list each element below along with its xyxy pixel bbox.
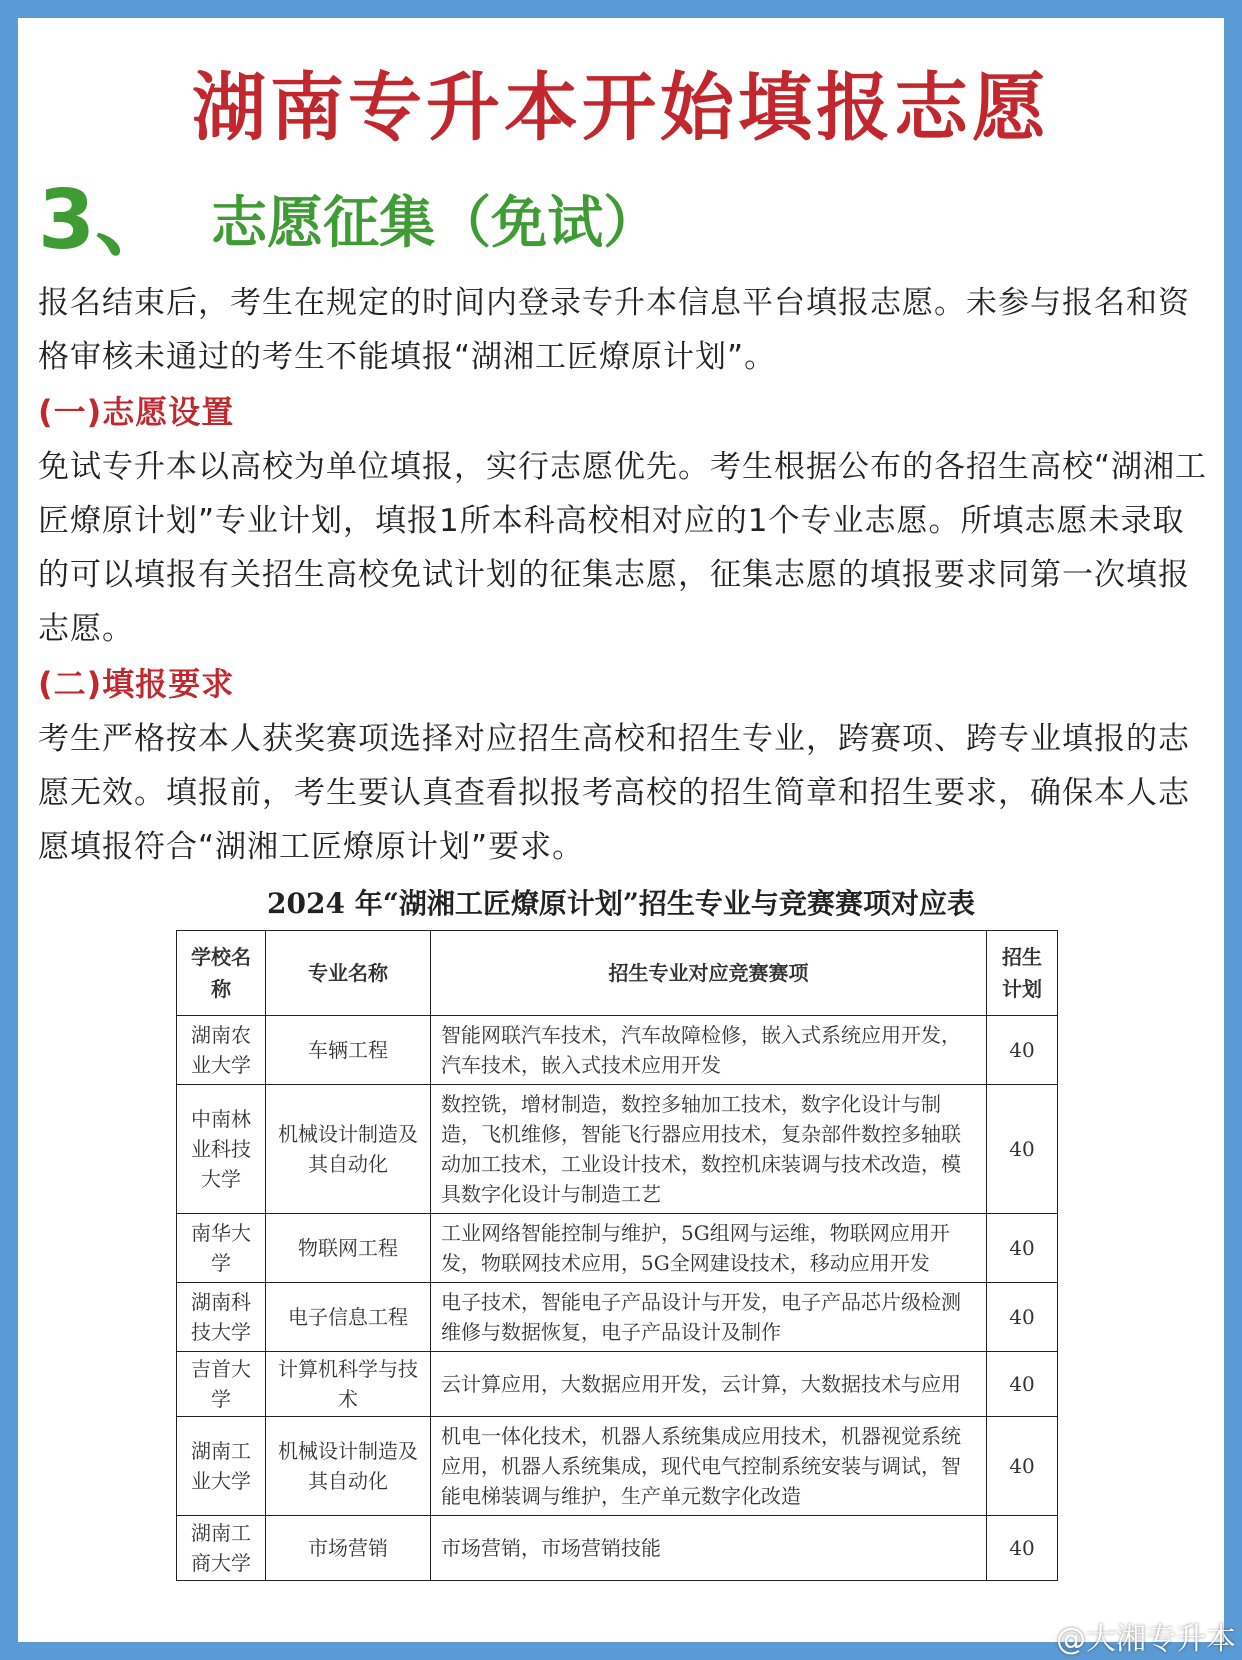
subheading-volunteer-setting: (一)志愿设置 [38,393,235,431]
cell-major: 计算机科学与技术 [266,1352,431,1417]
cell-major: 机械设计制造及其自动化 [266,1417,431,1516]
cell-plan: 40 [987,1283,1058,1352]
cell-school: 湖南农业大学 [177,1016,266,1085]
cell-major: 电子信息工程 [266,1283,431,1352]
watermark: @大湘专升本 [1056,1622,1236,1657]
cell-plan: 40 [987,1085,1058,1214]
cell-major: 机械设计制造及其自动化 [266,1085,431,1214]
cell-plan: 40 [987,1016,1058,1085]
filling-requirements-paragraph: 考生严格按本人获奖赛项选择对应招生高校和招生专业，跨赛项、跨专业填报的志愿无效。填报前，考生要认真查看拟报考高校的招生简章和招生要求，确保本人志愿填报符合“湖湘工匠燎原计划”要求。 [38,721,1190,865]
section-heading [38,173,660,286]
cell-major: 物联网工程 [266,1214,431,1283]
cell-school: 湖南科技大学 [177,1283,266,1352]
cell-school: 湖南工商大学 [177,1516,266,1581]
header-plan: 招生计划 [987,931,1058,1016]
table-row [177,1283,1058,1352]
table-row [177,1352,1058,1417]
cell-plan: 40 [987,1214,1058,1283]
page-frame [18,18,1224,1642]
cell-events: 工业网络智能控制与维护，5G组网与运维，物联网应用开发，物联网技术应用，5G全网建设技术，移动应用开发 [431,1214,987,1283]
cell-events: 智能网联汽车技术，汽车故障检修，嵌入式系统应用开发，汽车技术，嵌入式技术应用开发 [431,1016,987,1085]
cell-plan: 40 [987,1352,1058,1417]
table-row [177,1516,1058,1581]
intro-paragraph: 报名结束后，考生在规定的时间内登录专升本信息平台填报志愿。未参与报名和资格审核未通过的考生不能填报“湖湘工匠燎原计划”。 [38,285,1190,375]
cell-school: 湖南工业大学 [177,1417,266,1516]
table-row [177,1085,1058,1214]
page-title: 湖南专升本开始填报志愿 [192,65,1050,151]
cell-major: 车辆工程 [266,1016,431,1085]
section-label: 志愿征集（免试） [211,191,660,256]
header-school: 学校名称 [177,931,266,1016]
cell-major: 市场营销 [266,1516,431,1581]
header-major: 专业名称 [266,931,431,1016]
header-events: 招生专业对应竞赛赛项 [431,931,987,1016]
cell-events: 市场营销，市场营销技能 [431,1516,987,1581]
admission-table [176,930,1058,1581]
table-row [177,1016,1058,1085]
subheading-filling-requirements: (二)填报要求 [38,665,235,703]
cell-school: 吉首大学 [177,1352,266,1417]
table-row [177,1214,1058,1283]
table-row [177,1417,1058,1516]
cell-events: 云计算应用，大数据应用开发，云计算，大数据技术与应用 [431,1352,987,1417]
table-title: 2024 年“湖湘工匠燎原计划”招生专业与竞赛赛项对应表 [267,887,975,920]
cell-events: 机电一体化技术，机器人系统集成应用技术，机器视觉系统应用，机器人系统集成，现代电气控制系统安装与调试，智能电梯装调与维护，生产单元数字化改造 [431,1417,987,1516]
cell-events: 电子技术，智能电子产品设计与开发，电子产品芯片级检测维修与数据恢复，电子产品设计及制作 [431,1283,987,1352]
cell-school: 中南林业科技大学 [177,1085,266,1214]
cell-events: 数控铣，增材制造，数控多轴加工技术，数字化设计与制造，飞机维修，智能飞行器应用技术，复杂部件数控多轴联动加工技术，工业设计技术，数控机床装调与技术改造，模具数字化设计与制造工艺 [431,1085,987,1214]
cell-plan: 40 [987,1516,1058,1581]
volunteer-setting-paragraph: 免试专升本以高校为单位填报，实行志愿优先。考生根据公布的各招生高校“湖湘工匠燎原计划”专业计划，填报1所本科高校相对应的1个专业志愿。所填志愿未录取的可以填报有关招生高校免试计划的征集志愿，征集志愿的填报要求同第一次填报志愿。 [38,449,1208,647]
section-number: 3、 [38,173,178,268]
article-body [38,276,1214,874]
cell-school: 南华大学 [177,1214,266,1283]
table-header-row [177,931,1058,1016]
cell-plan: 40 [987,1417,1058,1516]
